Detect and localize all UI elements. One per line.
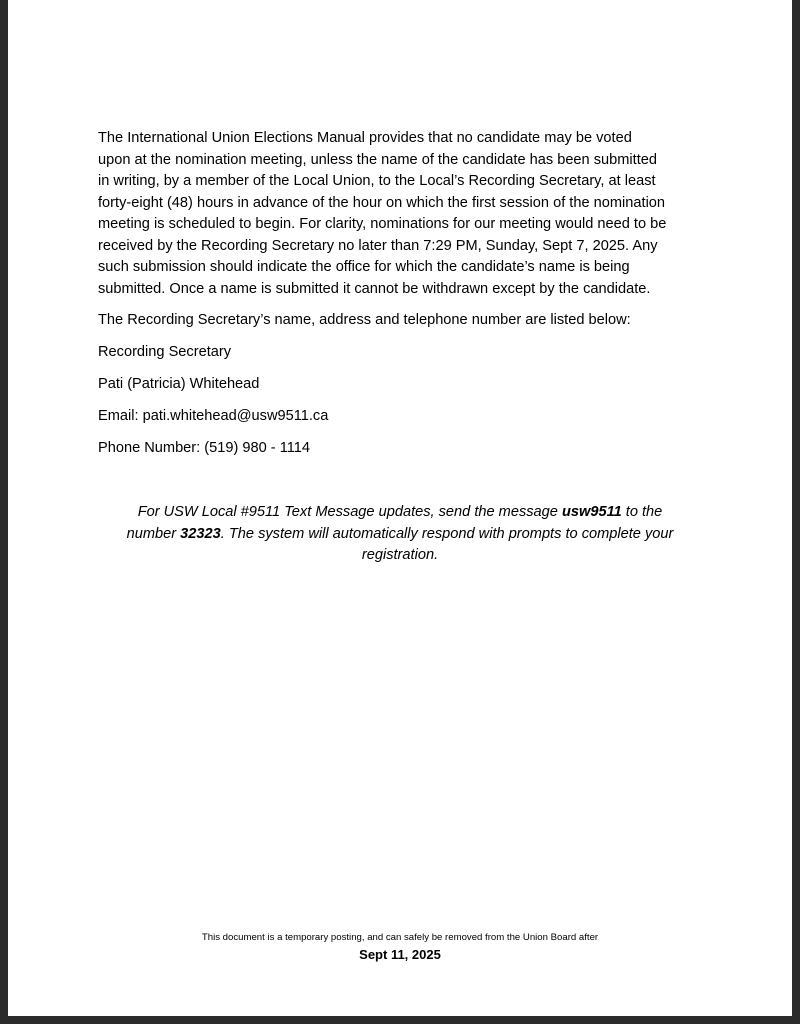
sms-number: 32323	[180, 525, 221, 542]
sms-line-2	[8, 524, 792, 546]
paragraph-line: submitted. Once a name is submitted it cannot be withdrawn except by the candidate.	[98, 280, 651, 297]
paragraph-line: The International Union Elections Manual provides that no candidate may be voted	[98, 130, 632, 146]
paragraph-line: upon at the nomination meeting, unless the name of the candidate has been submitted	[98, 151, 657, 168]
sms-text: . The system will automatically respond with prompts to complete your	[220, 525, 674, 542]
contact-intro: The Recording Secretary’s name, address and telephone number are listed below:	[98, 312, 631, 328]
secretary-phone: Phone Number: (519) 980 - 1114	[98, 440, 311, 456]
secretary-name: Pati (Patricia) Whitehead	[98, 376, 260, 392]
paragraph-line: received by the Recording Secretary no later than 7:29 PM, Sunday, Sept 7, 2025. Any	[98, 237, 658, 254]
paragraph-line: such submission should indicate the office for which the candidate’s name is being	[98, 259, 630, 275]
paragraph-line: forty-eight (48) hours in advance of the hour on which the first session of the nomination	[98, 194, 666, 211]
paragraph-line: meeting is scheduled to begin. For clarity, nominations for our meeting would need to be	[98, 216, 667, 232]
sms-text: number	[126, 525, 181, 542]
document-page	[8, 0, 792, 1016]
sms-text: For USW Local #9511 Text Message updates, send the message	[137, 504, 562, 520]
removal-date: Sept 11, 2025	[359, 947, 441, 962]
nomination-rules-paragraph	[98, 128, 718, 300]
sms-line-1	[8, 502, 792, 524]
secretary-email: Email: pati.whitehead@usw9511.ca	[98, 408, 329, 424]
text-message-updates-notice	[8, 502, 792, 567]
temporary-posting-note: This document is a temporary posting, and can safely be removed from the Union Board after	[201, 932, 599, 943]
sms-keyword: usw9511	[561, 504, 622, 520]
paragraph-line: in writing, by a member of the Local Union, to the Local’s Recording Secretary, at least	[98, 173, 656, 189]
secretary-role: Recording Secretary	[98, 344, 232, 360]
sms-text: to the	[621, 504, 663, 520]
sms-line-3: registration.	[361, 547, 439, 563]
